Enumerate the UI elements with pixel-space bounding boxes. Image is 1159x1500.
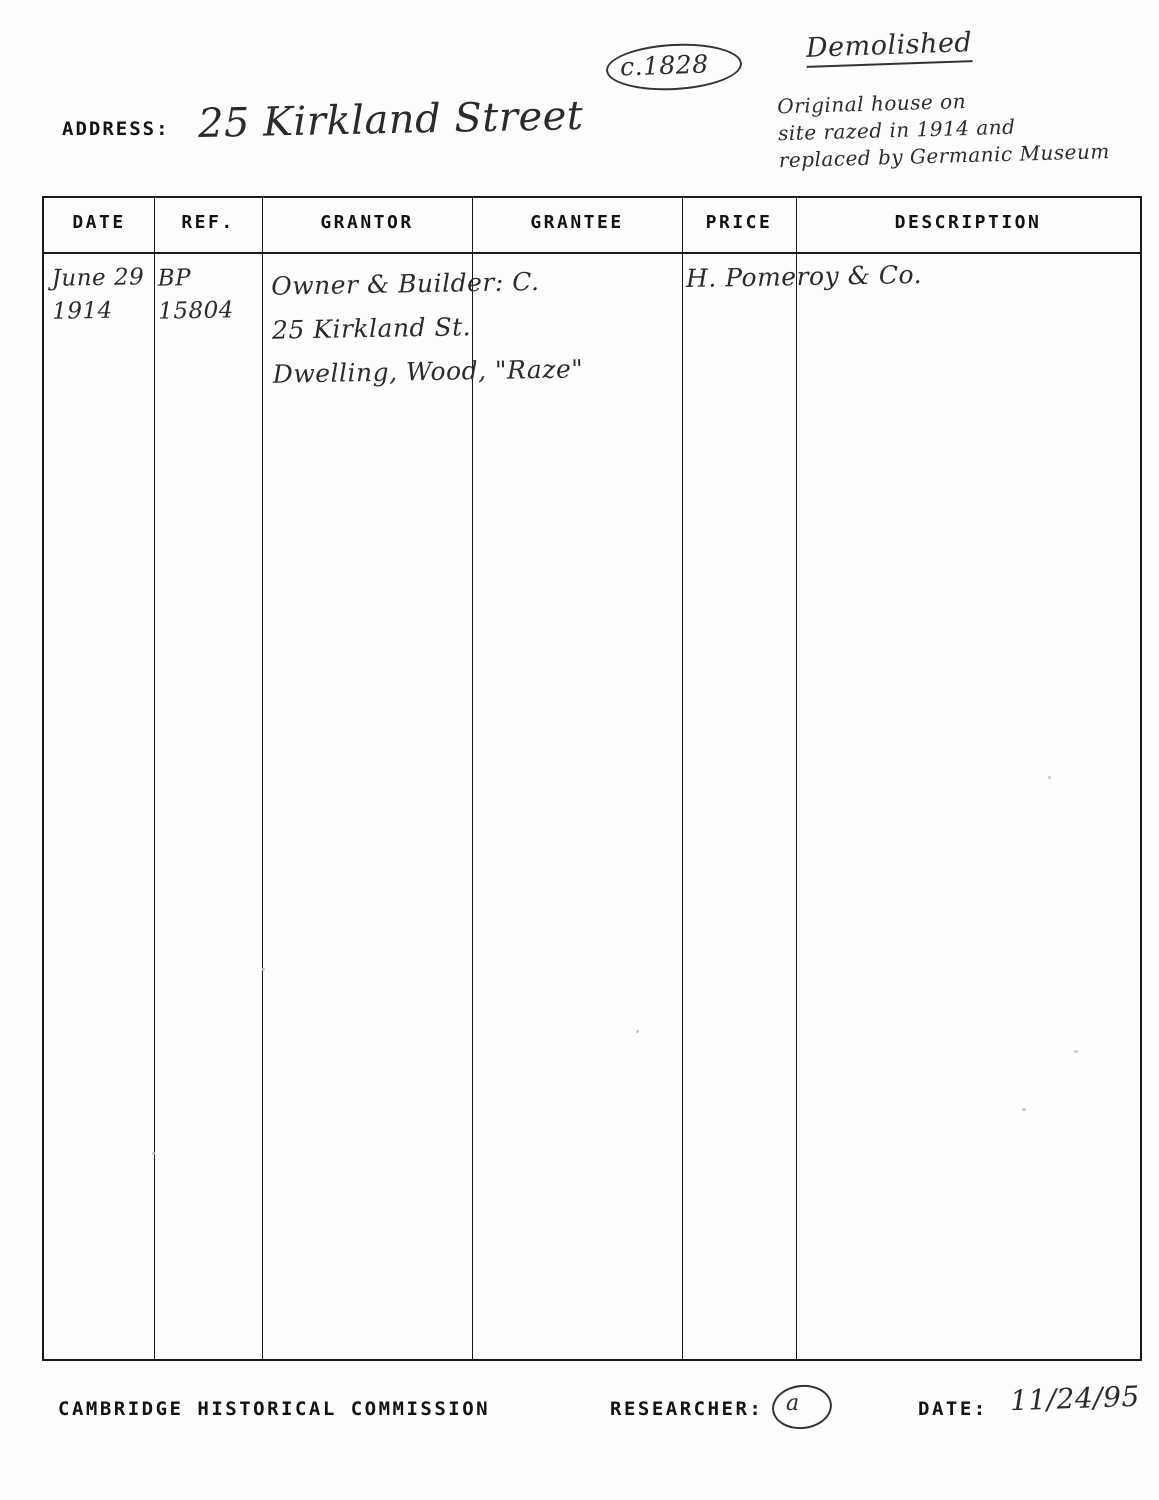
- researcher-initials-annotation: [772, 1385, 828, 1425]
- scan-speck: [1022, 1108, 1026, 1111]
- margin-note: [777, 83, 1159, 175]
- column-header-grantee: GRANTEE: [530, 212, 624, 233]
- footer-date-value: 11/24/95: [1009, 1379, 1141, 1418]
- grantor-line-1: Owner & Builder: C.: [270, 267, 540, 301]
- circa-date-text: c.1828: [619, 49, 710, 82]
- ellipse-icon: [770, 1382, 834, 1432]
- scan-speck: [152, 1152, 155, 1155]
- scan-speck: [636, 1030, 639, 1033]
- ref-line-1: BP: [157, 265, 192, 292]
- ledger-table: [42, 196, 1142, 1361]
- column-header-ref: REF.: [181, 212, 235, 233]
- table-row-cell-date: [51, 261, 145, 329]
- ref-line-2: 15804: [158, 297, 235, 325]
- circa-date-annotation: [606, 44, 738, 86]
- margin-note-line-3: replaced by Germanic Museum: [778, 139, 1111, 173]
- column-header-description: DESCRIPTION: [894, 212, 1042, 233]
- header-divider: [44, 252, 1140, 254]
- column-header-grantor: GRANTOR: [320, 212, 414, 233]
- scan-speck: [1048, 776, 1051, 779]
- column-divider-1: [154, 198, 155, 1359]
- grantor-line-2: 25 Kirkland St.: [271, 312, 472, 345]
- scan-speck: [262, 968, 265, 971]
- column-header-date: DATE: [72, 212, 126, 233]
- footer-researcher-label: RESEARCHER:: [610, 1398, 764, 1420]
- column-divider-5: [796, 198, 797, 1359]
- demolished-annotation: Demolished: [805, 27, 972, 68]
- table-row-cell-ref: [157, 261, 234, 328]
- column-divider-2: [262, 198, 263, 1359]
- scan-speck: [1074, 1050, 1078, 1053]
- margin-note-line-1: Original house on: [776, 89, 967, 119]
- researcher-initials-text: a: [786, 1391, 800, 1416]
- column-divider-4: [682, 198, 683, 1359]
- date-line-1: June 29: [51, 264, 145, 292]
- footer-organization: CAMBRIDGE HISTORICAL COMMISSION: [58, 1398, 491, 1420]
- margin-note-line-2: site razed in 1914 and: [777, 114, 1016, 146]
- table-row-cell-grantee: H. Pomeroy & Co.: [685, 259, 923, 294]
- footer-date-label: DATE:: [918, 1398, 988, 1420]
- address-label: ADDRESS:: [62, 118, 170, 140]
- grantor-line-3: Dwelling, Wood, "Raze": [272, 354, 584, 389]
- date-line-2: 1914: [52, 297, 114, 325]
- address-value: 25 Kirkland Street: [197, 92, 584, 148]
- table-row-cell-grantor: [271, 259, 584, 396]
- column-header-price: PRICE: [705, 212, 773, 233]
